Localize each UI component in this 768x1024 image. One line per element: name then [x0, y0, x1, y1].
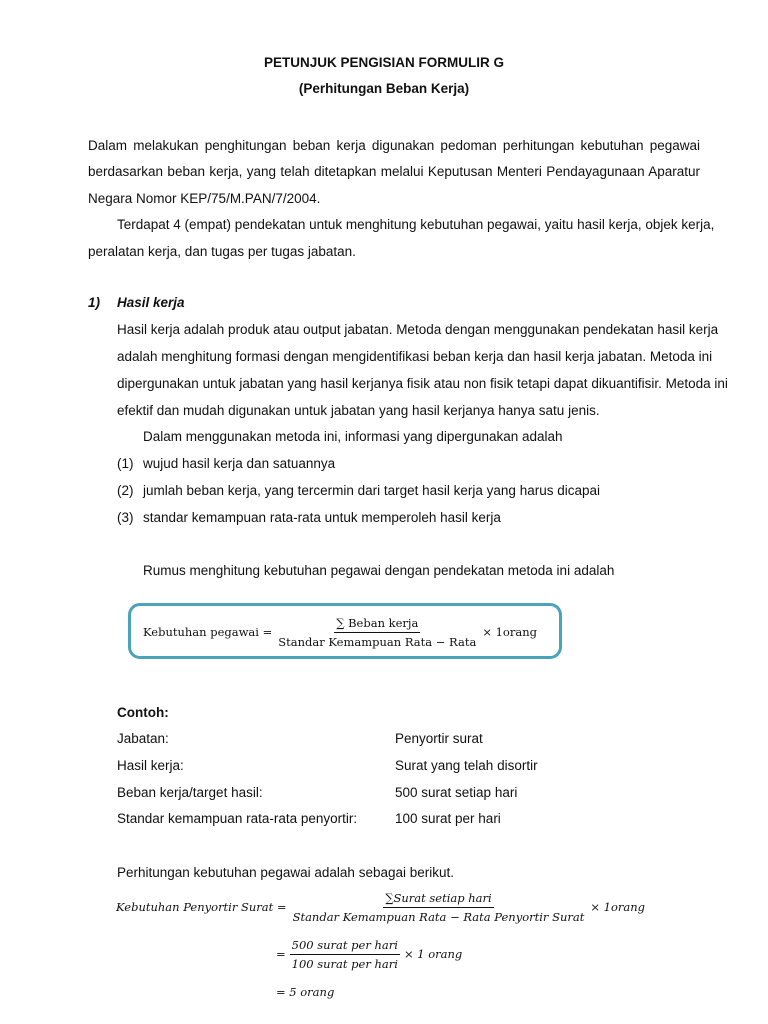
calc-denominator-1: Standar Kemampuan Rata − Rata Penyortir Surat	[292, 909, 585, 924]
example-label: Beban kerja/target hasil:	[117, 785, 263, 800]
example-value: Penyortir surat	[395, 731, 483, 746]
example-value: 500 surat setiap hari	[395, 785, 518, 800]
list-item-number: (3)	[117, 510, 134, 525]
section-para-line-1: Hasil kerja adalah produk atau output jabatan. Metoda dengan menggunakan pendekatan hasil kerja	[117, 322, 719, 337]
calc-denominator-2: 100 surat per hari	[291, 956, 398, 971]
section-para-line-2: adalah menghitung formasi dengan mengidentifikasi beban kerja dan hasil kerja jabatan. Metoda ini	[117, 349, 713, 364]
example-value: Surat yang telah disortir	[395, 758, 538, 773]
document-title: PETUNJUK PENGISIAN FORMULIR G	[263, 55, 504, 70]
formula	[143, 611, 537, 653]
calc-numerator-2: 500 surat per hari	[290, 938, 400, 955]
calc-fraction-1	[291, 891, 587, 924]
intro-line-4: Terdapat 4 (empat) pendekatan untuk menghitung kebutuhan pegawai, yaitu hasil kerja, objek kerja,	[117, 217, 715, 232]
calc-numerator-1: ∑Surat setiap hari	[383, 891, 493, 908]
calc-lhs: Kebutuhan Penyortir Surat =	[116, 900, 287, 914]
section-para-line-5: Dalam menggunakan metoda ini, informasi yang dipergunakan adalah	[143, 429, 563, 444]
intro-line-3: Negara Nomor KEP/75/M.PAN/7/2004.	[88, 191, 321, 206]
calc-rhs-1: × 1orang	[590, 900, 645, 914]
calc-formula-2	[276, 933, 462, 975]
section-para-line-3: dipergunakan untuk jabatan yang hasil kerjanya fisik atau non fisik tetapi dapat dikuantifisir. Metoda ini	[117, 376, 728, 391]
example-value: 100 surat per hari	[395, 811, 501, 826]
example-label: Standar kemampuan rata-rata penyortir:	[117, 811, 358, 826]
example-heading: Contoh:	[117, 705, 169, 720]
document-subtitle: (Perhitungan Beban Kerja)	[298, 81, 470, 96]
calc-formula-1	[116, 886, 645, 928]
calc-intro: Perhitungan kebutuhan pegawai adalah sebagai berikut.	[117, 865, 455, 880]
formula-denominator: Standar Kemampuan Rata − Rata	[278, 634, 477, 649]
example-label: Jabatan:	[117, 731, 169, 746]
formula-rhs: × 1orang	[482, 625, 537, 639]
section-number: 1)	[88, 295, 101, 310]
section-title: Hasil kerja	[117, 295, 185, 310]
section-para-line-4: efektif dan mudah digunakan untuk jabatan yang hasil kerjanya hanya satu jenis.	[117, 403, 600, 418]
formula-intro: Rumus menghitung kebutuhan pegawai dengan pendekatan metoda ini adalah	[143, 563, 615, 578]
calc-rhs-2: × 1 orang	[403, 947, 463, 961]
calc-fraction-2	[290, 938, 400, 971]
example-label: Hasil kerja:	[117, 758, 184, 773]
calc-result: = 5 orang	[276, 985, 335, 999]
list-item-text: standar kemampuan rata-rata untuk memperoleh hasil kerja	[143, 510, 501, 525]
formula-fraction	[276, 616, 478, 649]
list-item-number: (2)	[117, 483, 134, 498]
calc-equals-2: =	[276, 947, 286, 961]
intro-line-1: Dalam melakukan penghitungan beban kerja digunakan pedoman perhitungan kebutuhan pegawai	[88, 138, 700, 153]
formula-numerator: ∑ Beban kerja	[334, 616, 420, 633]
formula-lhs: Kebutuhan pegawai =	[143, 625, 273, 639]
list-item-text: wujud hasil kerja dan satuannya	[143, 456, 336, 471]
list-item-number: (1)	[117, 456, 134, 471]
intro-line-5: peralatan kerja, dan tugas per tugas jabatan.	[88, 244, 356, 259]
list-item-text: jumlah beban kerja, yang tercermin dari target hasil kerja yang harus dicapai	[143, 483, 600, 498]
intro-line-2: berdasarkan beban kerja, yang telah ditetapkan melalui Keputusan Menteri Pendayagunaan Aparatur	[88, 164, 700, 179]
